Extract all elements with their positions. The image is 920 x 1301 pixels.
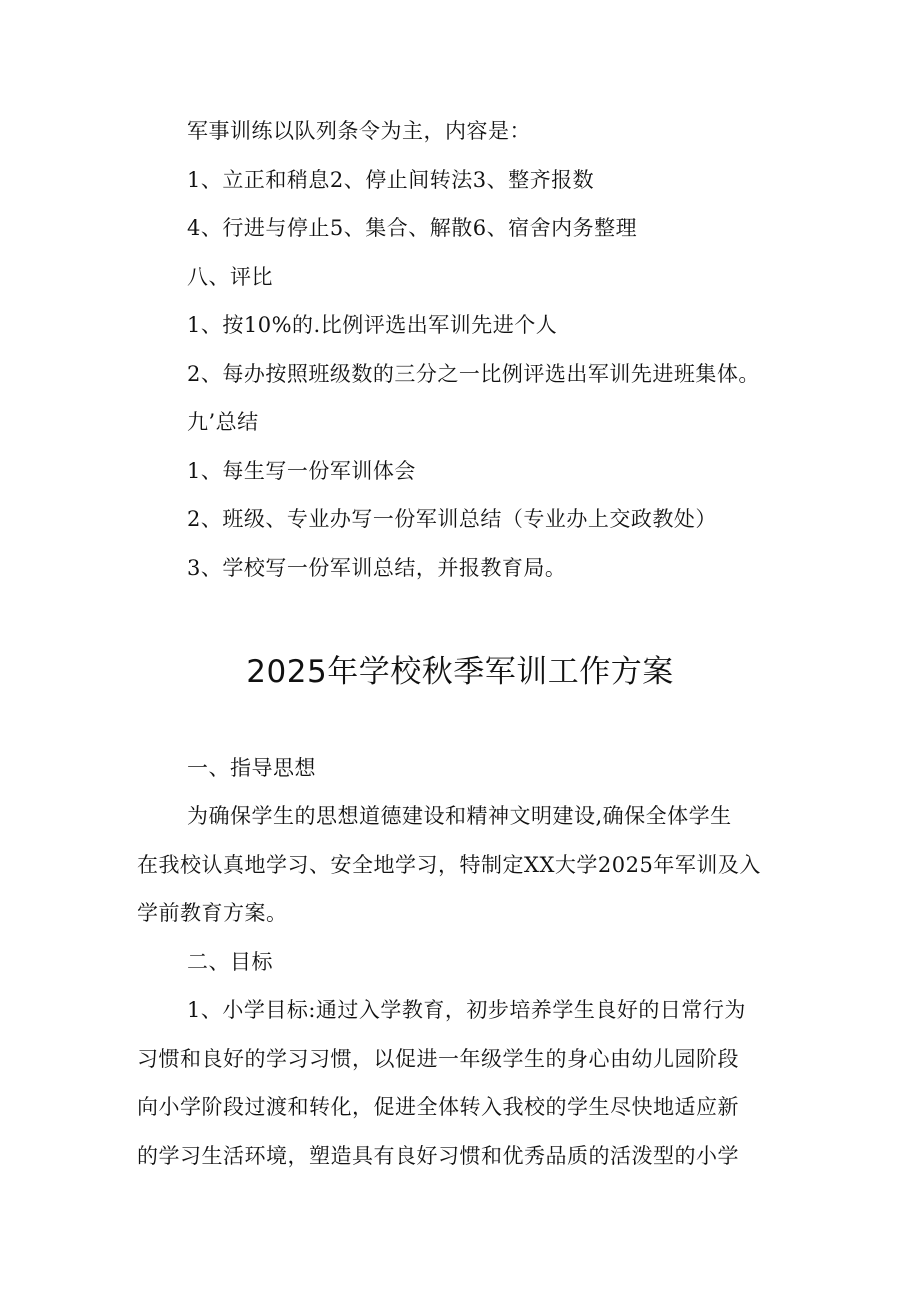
summary-item-3: 3、学校写一份军训总结，并报教育局。 bbox=[187, 556, 567, 580]
paragraph-ideology-line-2: 在我校认真地学习、安全地学习，特制定XX大学2025年军训及入 bbox=[137, 853, 761, 877]
summary-item-1: 1、每生写一份军训体会 bbox=[187, 459, 416, 483]
heading-guiding-ideology: 一、指导思想 bbox=[187, 756, 316, 780]
training-items-line-2: 4、行进与停止5、集合、解散6、宿舍内务整理 bbox=[187, 216, 638, 240]
training-items-line-1: 1、立正和稍息2、停止间转法3、整齐报数 bbox=[187, 168, 595, 192]
evaluation-item-1: 1、按10%的.比例评选出军训先进个人 bbox=[187, 313, 558, 337]
goal-paragraph-line-1: 1、小学目标:通过入学教育，初步培养学生良好的日常行为 bbox=[187, 998, 746, 1022]
goal-paragraph-line-2: 习惯和良好的学习习惯，以促进一年级学生的身心由幼儿园阶段 bbox=[137, 1047, 739, 1071]
heading-goals: 二、目标 bbox=[187, 950, 273, 974]
training-intro: 军事训练以队列条令为主，内容是： bbox=[187, 119, 531, 143]
heading-evaluation: 八、评比 bbox=[187, 265, 273, 289]
evaluation-item-2: 2、每办按照班级数的三分之一比例评选出军训先进班集体。 bbox=[187, 362, 760, 386]
heading-summary: 九’总结 bbox=[187, 410, 259, 434]
document-title: 2025年学校秋季军训工作方案 bbox=[246, 654, 674, 690]
paragraph-ideology-line-3: 学前教育方案。 bbox=[137, 901, 288, 925]
paragraph-ideology-line-1: 为确保学生的思想道德建设和精神文明建设,确保全体学生 bbox=[187, 804, 732, 828]
goal-paragraph-line-3: 向小学阶段过渡和转化，促进全体转入我校的学生尽快地适应新 bbox=[137, 1095, 739, 1119]
summary-item-2: 2、班级、专业办写一份军训总结（专业办上交政教处） bbox=[187, 507, 717, 531]
goal-paragraph-line-4: 的学习生活环境，塑造具有良好习惯和优秀品质的活泼型的小学 bbox=[137, 1144, 739, 1168]
